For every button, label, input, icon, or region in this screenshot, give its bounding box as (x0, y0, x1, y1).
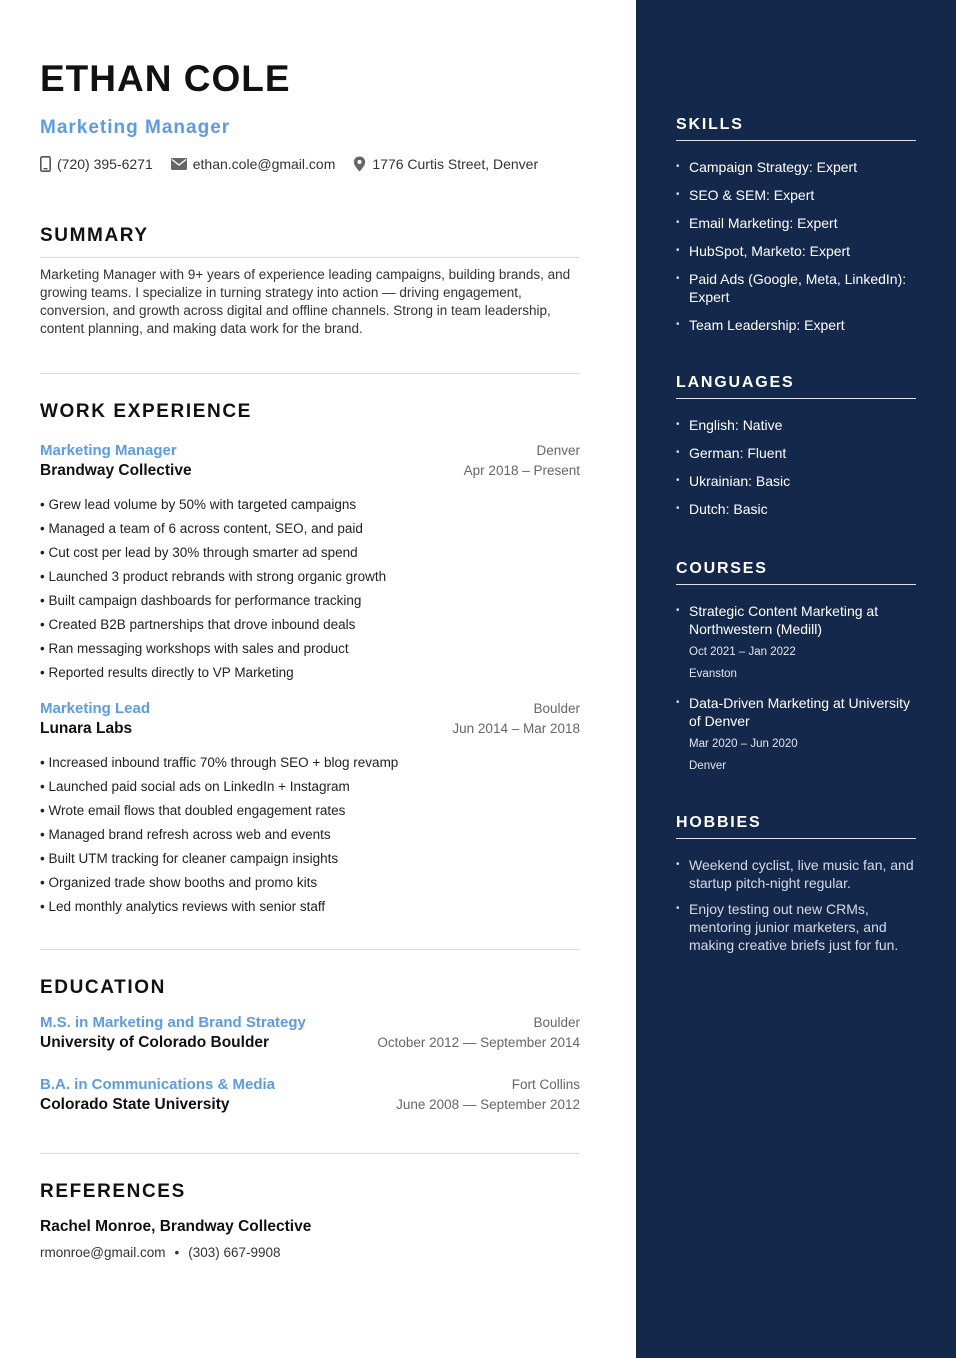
language-item: • Ukrainian: Basic (676, 472, 921, 490)
job-bullet: • Launched paid social ads on LinkedIn + Instagram (40, 779, 350, 794)
job-location: Denver (536, 443, 580, 458)
reference-phone: (303) 667-9908 (188, 1245, 281, 1260)
skills-heading: SKILLS (676, 116, 744, 133)
edu-degree: M.S. in Marketing and Brand Strategy (40, 1014, 306, 1031)
contact-phone (40, 156, 153, 172)
location-pin-icon (353, 156, 366, 172)
edu-dates: October 2012 — September 2014 (377, 1035, 580, 1050)
section-divider (40, 949, 580, 950)
job-bullet: • Cut cost per lead by 30% through smarter ad spend (40, 545, 358, 560)
email-text: ethan.cole@gmail.com (192, 156, 336, 172)
hobbies-heading: HOBBIES (676, 814, 762, 831)
job-bullet: • Wrote email flows that doubled engagement rates (40, 803, 346, 818)
job-bullets (40, 493, 580, 685)
job-role: Marketing Lead (40, 700, 151, 717)
reference-email: rmonroe@gmail.com (40, 1245, 166, 1260)
skill-item: • Team Leadership: Expert (676, 316, 921, 334)
courses-heading: COURSES (676, 560, 768, 577)
job-bullet: • Built campaign dashboards for performance tracking (40, 593, 362, 608)
job-entry (40, 442, 580, 685)
job-bullet: • Organized trade show booths and promo kits (40, 875, 318, 890)
course-dates: Oct 2021 – Jan 2022 (689, 646, 796, 658)
edu-dates: June 2008 — September 2012 (396, 1097, 580, 1112)
job-bullet: • Launched 3 product rebrands with strong organic growth (40, 569, 387, 584)
sidebar (636, 0, 956, 1358)
language-item: • German: Fluent (676, 444, 921, 462)
hobby-item: • Enjoy testing out new CRMs, mentoring junior marketers, and making creative briefs just for fun. (676, 900, 921, 954)
job-bullet: • Increased inbound traffic 70% through SEO + blog revamp (40, 755, 399, 770)
courses-list (676, 602, 921, 786)
course-location: Denver (689, 760, 727, 772)
contact-bar (40, 156, 556, 172)
skills-list (676, 158, 921, 344)
phone-text: (720) 395-6271 (57, 156, 153, 172)
job-bullet: • Built UTM tracking for cleaner campaign insights (40, 851, 339, 866)
job-bullet: • Reported results directly to VP Marketing (40, 665, 294, 680)
summary-text: Marketing Manager with 9+ years of experience leading campaigns, building brands, and growing teams. I specialize in turning strategy into action — driving engagement, conversion, and growth across digital and offline channels. Strong in team leadership, content planning, and making data work for the brand. (40, 267, 571, 336)
job-dates: Jun 2014 – Mar 2018 (452, 721, 580, 736)
summary-heading: SUMMARY (40, 225, 149, 246)
course-item (676, 694, 921, 773)
job-entry (40, 700, 580, 919)
edu-location: Boulder (533, 1015, 580, 1030)
skill-item: • Paid Ads (Google, Meta, LinkedIn): Expert (676, 270, 921, 306)
language-item: • Dutch: Basic (676, 500, 921, 518)
section-divider (40, 1153, 580, 1154)
job-company: Brandway Collective (40, 462, 192, 479)
job-bullet: • Managed brand refresh across web and events (40, 827, 331, 842)
course-dates: Mar 2020 – Jun 2020 (689, 738, 798, 750)
skill-item: • SEO & SEM: Expert (676, 186, 921, 204)
job-role: Marketing Manager (40, 442, 177, 459)
education-entry (40, 1014, 580, 1056)
hobbies-list (676, 856, 921, 962)
course-item (676, 602, 921, 681)
job-bullet: • Ran messaging workshops with sales and product (40, 641, 349, 656)
job-location: Boulder (533, 701, 580, 716)
job-bullet: • Grew lead volume by 50% with targeted campaigns (40, 497, 357, 512)
contact-email (171, 156, 336, 172)
summary-divider (40, 257, 580, 258)
candidate-title: Marketing Manager (40, 117, 231, 138)
education-heading: EDUCATION (40, 977, 166, 998)
language-item: • English: Native (676, 416, 921, 434)
job-bullet: • Managed a team of 6 across content, SEO, and paid (40, 521, 363, 536)
hobby-item: • Weekend cyclist, live music fan, and startup pitch-night regular. (676, 856, 921, 892)
edu-school: Colorado State University (40, 1096, 230, 1113)
address-text: 1776 Curtis Street, Denver (372, 156, 539, 172)
course-title: Data-Driven Marketing at University of Denver (689, 695, 910, 729)
reference-name: Rachel Monroe, Brandway Collective (40, 1218, 312, 1235)
experience-heading: WORK EXPERIENCE (40, 401, 252, 422)
edu-location: Fort Collins (511, 1077, 580, 1092)
job-dates: Apr 2018 – Present (463, 463, 580, 478)
languages-list (676, 416, 921, 528)
courses-divider (676, 584, 916, 585)
edu-degree: B.A. in Communications & Media (40, 1076, 276, 1093)
languages-heading: LANGUAGES (676, 374, 795, 391)
separator-dot: • (174, 1245, 180, 1260)
skill-item: • HubSpot, Marketo: Expert (676, 242, 921, 260)
skill-item: • Email Marketing: Expert (676, 214, 921, 232)
languages-divider (676, 398, 916, 399)
skills-divider (676, 140, 916, 141)
job-bullet: • Led monthly analytics reviews with senior staff (40, 899, 326, 914)
envelope-icon (171, 158, 187, 170)
reference-contact (40, 1245, 281, 1260)
references-heading: REFERENCES (40, 1181, 186, 1202)
edu-school: University of Colorado Boulder (40, 1034, 270, 1051)
skill-item: • Campaign Strategy: Expert (676, 158, 921, 176)
job-bullets (40, 751, 580, 919)
phone-icon (40, 156, 51, 172)
education-entry (40, 1076, 580, 1118)
job-bullet: • Created B2B partnerships that drove inbound deals (40, 617, 356, 632)
hobbies-divider (676, 838, 916, 839)
course-title: Strategic Content Marketing at Northwestern (Medill) (689, 603, 879, 637)
course-location: Evanston (689, 668, 737, 680)
contact-address (353, 156, 538, 172)
section-divider (40, 373, 580, 374)
job-company: Lunara Labs (40, 720, 133, 737)
candidate-name: ETHAN COLE (40, 58, 291, 99)
